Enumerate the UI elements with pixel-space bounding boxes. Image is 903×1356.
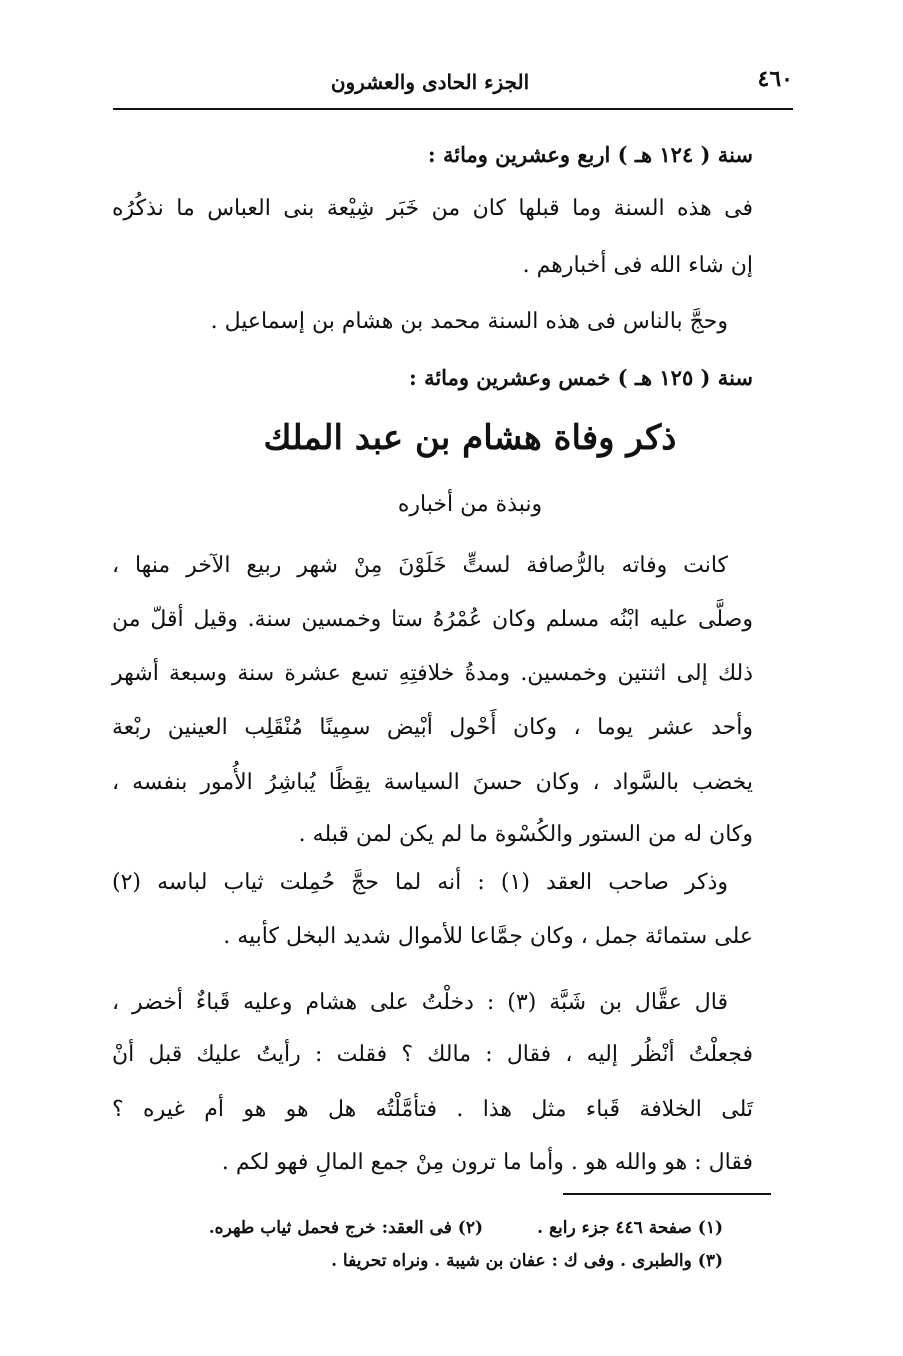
footnote-rule xyxy=(563,1193,771,1195)
running-header-title: الجزء الحادى والعشرون xyxy=(330,70,530,94)
text-line: وصلَّى عليه ابْنُه مسلم وكان عُمْرُهُ ستا وخمسين سنة. وقيل أقلّ من xyxy=(112,607,753,632)
text-line: فقال : هو والله هو . وأما ما ترون مِنْ جمع المالِ فهو لكم . xyxy=(221,1150,753,1175)
footnote-3: (٣) والطبرى . وفى ك : عفان بن شيبة . ونراه تحريفا . xyxy=(331,1251,723,1271)
year-heading-124: سنة ( ١٢٤ هـ ) اربع وعشرين ومائة : xyxy=(427,142,753,167)
text-line: كانت وفاته بالرُّصافة لستٍّ خَلَوْنَ مِنْ شهر ربيع الآخر منها ، xyxy=(112,553,728,578)
chapter-title: ذكر وفاة هشام بن عبد الملك xyxy=(263,418,677,458)
page-number: ٤٦٠ xyxy=(757,66,793,92)
text-line: وكان له من الستور والكُسْوة ما لم يكن لمن قبله . xyxy=(298,822,753,847)
header-rule xyxy=(113,108,793,110)
text-line: فى هذه السنة وما قبلها كان من خَبَر شِيْعة بنى العباس ما نذكُرُه xyxy=(112,196,753,221)
text-line: قال عقَّال بن شَبَّة (٣) : دخلْتُ على هشام وعليه قَباءٌ أخضر ، xyxy=(112,990,728,1015)
text-line: فجعلْتُ أنْظُر إليه ، فقال : مالك ؟ فقلت : رأيتُ عليك قبل أنْ xyxy=(112,1042,753,1067)
text-line: تَلى الخلافة قَباء مثل هذا . فتأمَّلْتُه هل هو هو أم غيره ؟ xyxy=(112,1097,753,1122)
text-line: وأحد عشر يوما ، وكان أَحْول أبْيض سمِينًا مُنْقَلِب العينين ربْعة xyxy=(112,715,753,740)
text-line: ذلك إلى اثنتين وخمسين. ومدةُ خلافتِهِ تسع عشرة سنة وسبعة أشهر xyxy=(112,661,753,686)
chapter-subtitle: ونبذة من أخباره xyxy=(397,492,543,517)
text-line: يخضب بالسَّواد ، وكان حسنَ السياسة يقِظًا يُباشِرُ الأُمور بنفسه ، xyxy=(112,770,753,795)
text-line: على ستمائة جمل ، وكان جمَّاعا للأموال شديد البخل كأبيه . xyxy=(223,924,753,949)
footnote-1: (١) صفحة ٤٤٦ جزء رابع . xyxy=(537,1218,723,1238)
text-line: وحجَّ بالناس فى هذه السنة محمد بن هشام بن إسماعيل . xyxy=(210,309,728,334)
footnote-2: (٢) فى العقد: خرج فحمل ثياب طهره. xyxy=(208,1218,483,1238)
text-line: وذكر صاحب العقد (١) : أنه لما حجَّ حُمِلت ثياب لباسه (٢) xyxy=(112,870,728,895)
year-heading-125: سنة ( ١٢٥ هـ ) خمس وعشرين ومائة : xyxy=(409,365,753,390)
text-line: إن شاء الله فى أخبارهم . xyxy=(522,253,753,278)
